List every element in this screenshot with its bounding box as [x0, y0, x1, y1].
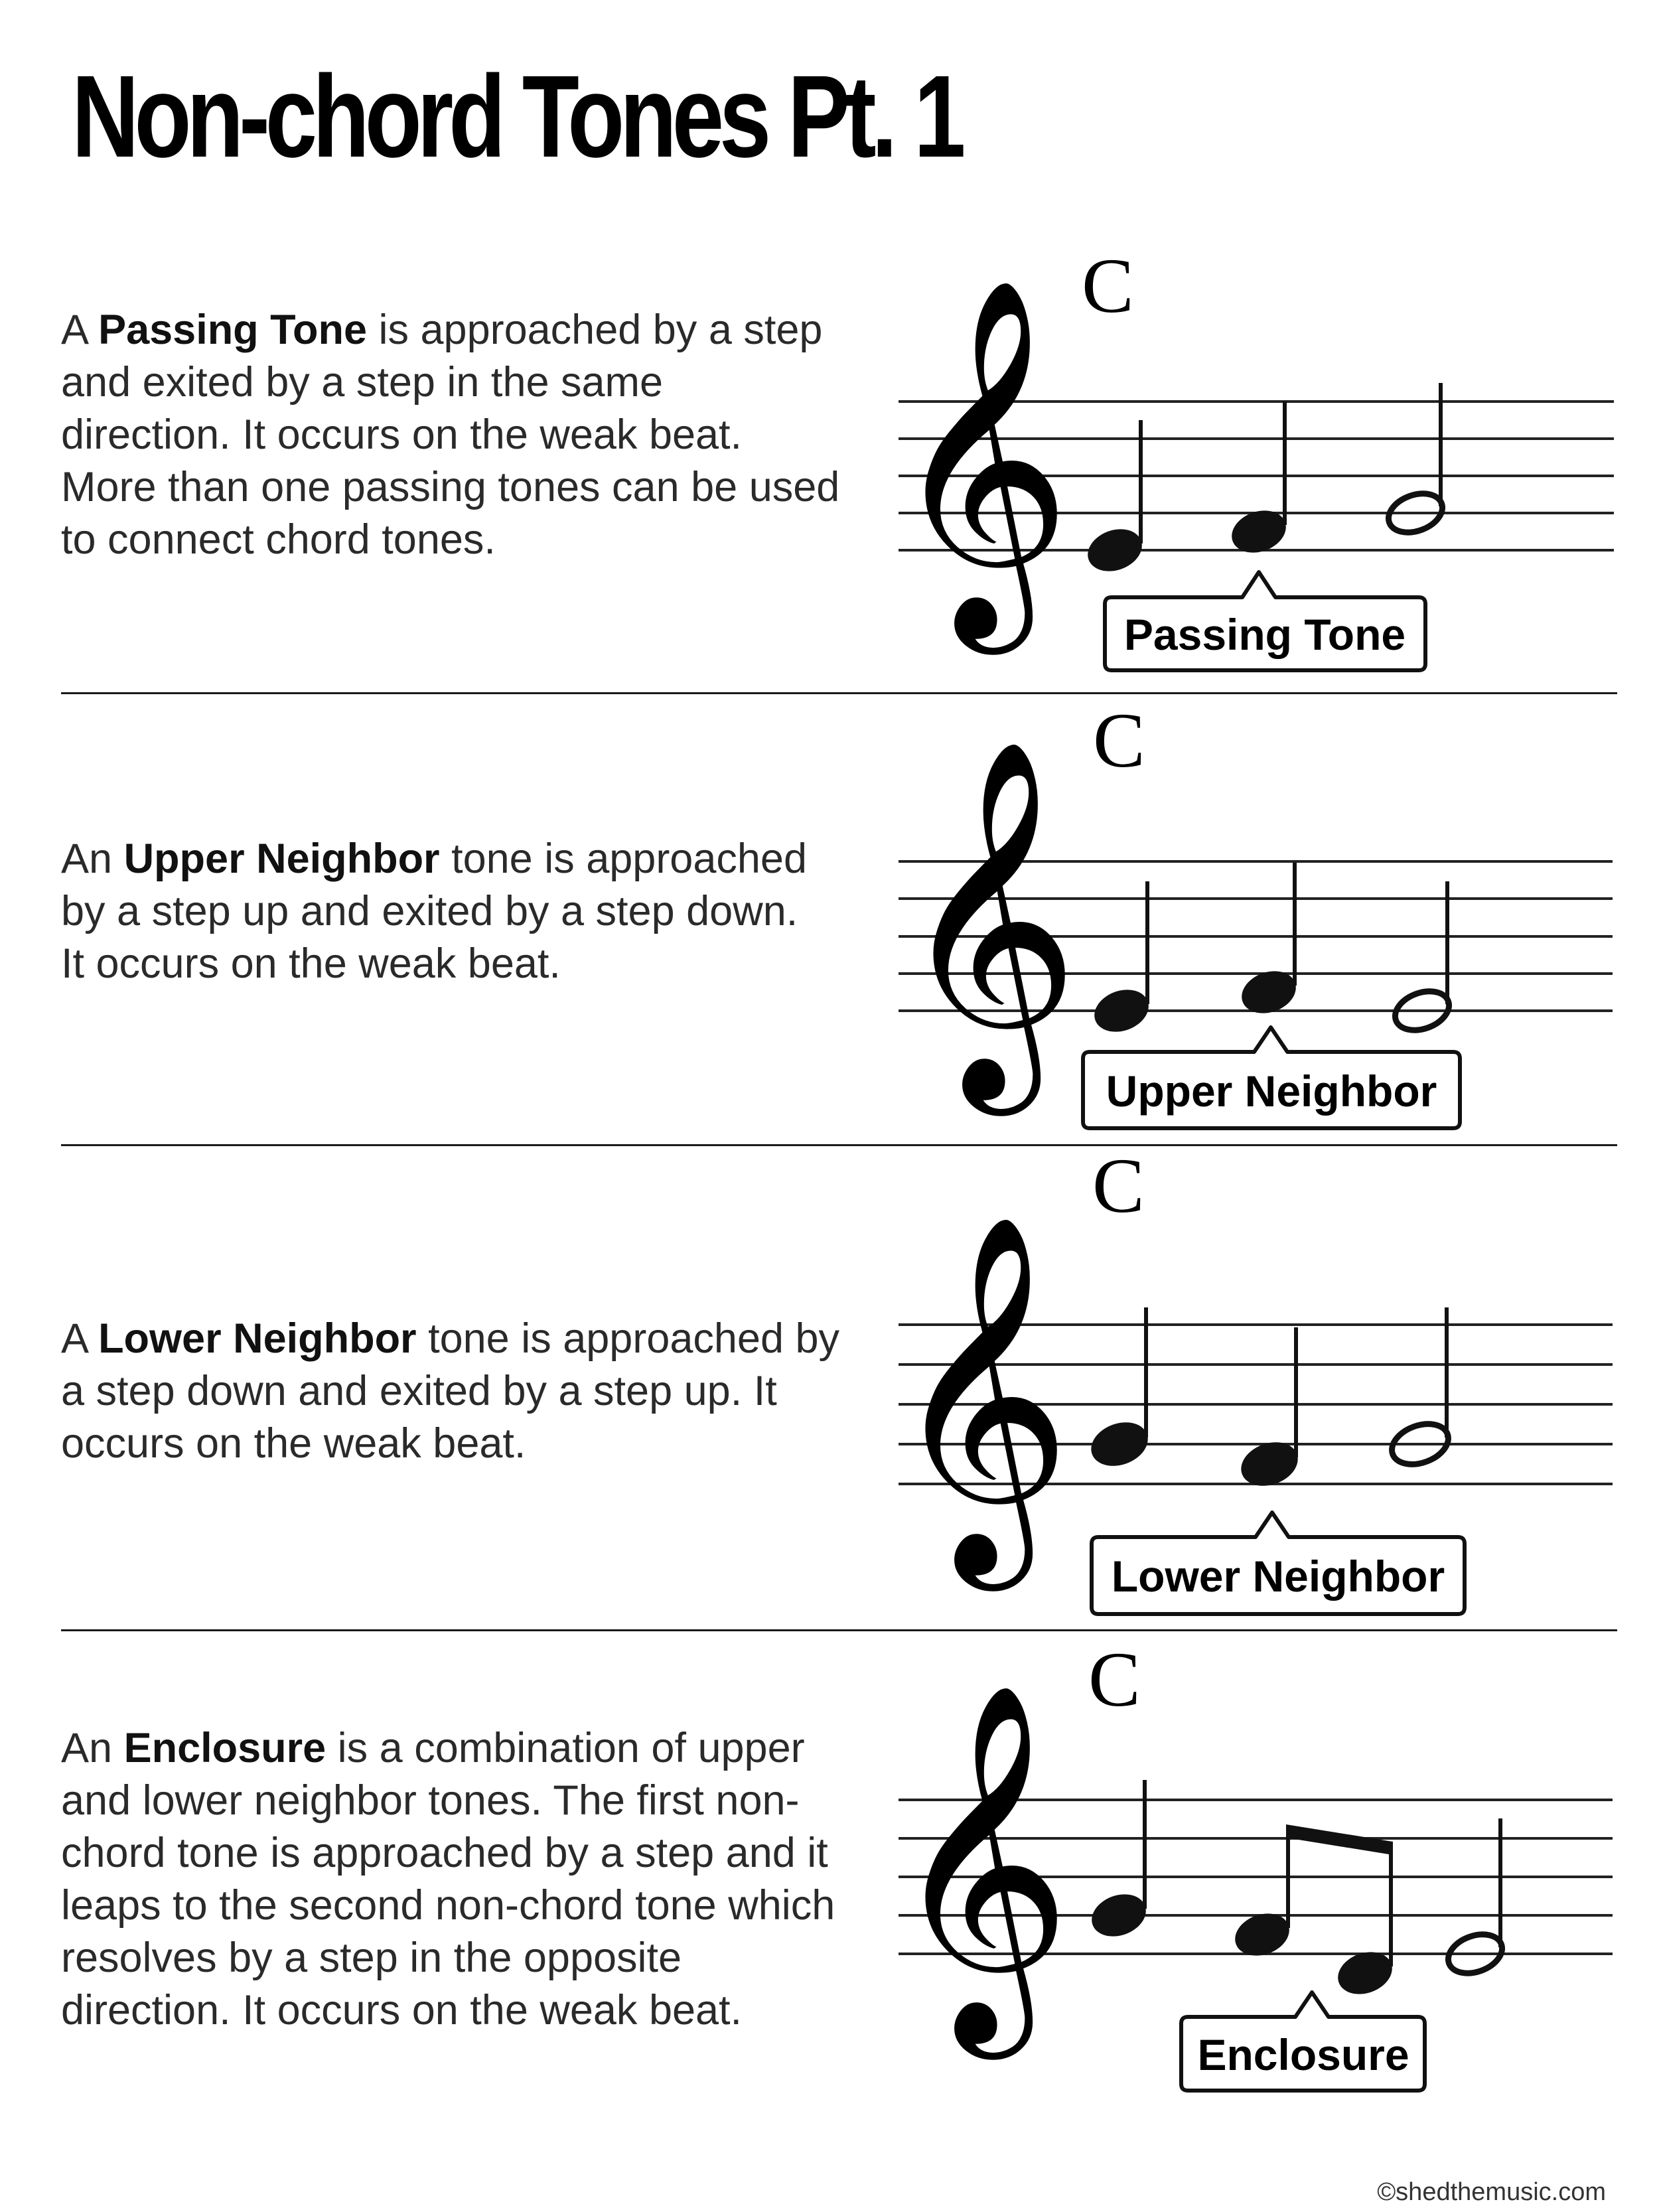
desc-line: direction. It occurs on the weak beat. [61, 411, 743, 458]
note-f4-quarter [1235, 1327, 1304, 1493]
desc-line: resolves by a step in the opposite [61, 1935, 682, 1981]
page-title: Non-chord Tones Pt. 1 [72, 52, 962, 182]
upper-neighbor-description [61, 833, 807, 990]
treble-clef-icon: 𝄞 [888, 275, 1072, 638]
term-enclosure: Enclosure [123, 1725, 326, 1771]
desc-line: A Passing Tone is approached by a step [61, 307, 823, 353]
desc-line: and lower neighbor tones. The first non- [61, 1777, 800, 1824]
chord-symbol: C [1088, 1636, 1141, 1723]
term-lower-neighbor: Lower Neighbor [98, 1315, 417, 1362]
lower-neighbor-callout [1092, 1512, 1465, 1614]
note-g4-quarter [1086, 1780, 1151, 1944]
desc-line: by a step up and exited by a step down. [61, 888, 798, 934]
enclosure-description [61, 1722, 835, 2037]
desc-line: to connect chord tones. [61, 516, 496, 563]
term-passing-tone: Passing Tone [98, 307, 367, 353]
upper-neighbor-staff [889, 694, 1619, 1145]
note-f4-eighth [1229, 1831, 1295, 1963]
treble-clef-icon: 𝄞 [888, 1211, 1072, 1574]
treble-clef-icon: 𝄞 [896, 736, 1080, 1099]
note-g4-half [1383, 383, 1447, 540]
note-f4-quarter [1236, 863, 1301, 1021]
chord-symbol: C [1092, 1142, 1145, 1229]
callout-label: Upper Neighbor [1106, 1067, 1437, 1116]
enclosure-staff [889, 1631, 1619, 2108]
desc-line: More than one passing tones can be used [61, 464, 840, 510]
note-f4-quarter [1226, 402, 1291, 560]
desc-line: leaps to the second non-chord tone which [61, 1882, 835, 1929]
note-e4-quarter [1088, 881, 1154, 1039]
desc-line: occurs on the weak beat. [61, 1420, 526, 1467]
copyright-notice: ©shedthemusic.com [1377, 2178, 1606, 2206]
passing-tone-staff [889, 0, 1619, 690]
desc-line: direction. It occurs on the weak beat. [61, 1987, 743, 2033]
desc-line: An Upper Neighbor tone is approached [61, 836, 807, 882]
lower-neighbor-description [61, 1313, 839, 1470]
passing-tone-callout [1105, 572, 1425, 670]
desc-line: An Enclosure is a combination of upper [61, 1725, 805, 1771]
note-g4-quarter [1085, 1307, 1154, 1473]
note-g4-half [1386, 1307, 1454, 1471]
term-upper-neighbor: Upper Neighbor [123, 836, 440, 882]
callout-label: Passing Tone [1123, 610, 1406, 659]
chord-symbol: C [1093, 697, 1145, 784]
upper-neighbor-callout [1083, 1027, 1460, 1128]
callout-label: Enclosure [1197, 2030, 1409, 2079]
note-e4-half [1390, 881, 1454, 1037]
callout-label: Lower Neighbor [1111, 1552, 1445, 1601]
enclosure-callout [1181, 1992, 1425, 2091]
eighth-beam [1286, 1824, 1393, 1855]
desc-line: chord tone is approached by a step and it [61, 1830, 828, 1876]
desc-line: It occurs on the weak beat. [61, 940, 561, 987]
note-d4-eighth [1332, 1850, 1398, 2002]
chord-symbol: C [1082, 242, 1134, 329]
note-e4-quarter [1082, 420, 1147, 579]
treble-clef-icon: 𝄞 [888, 1680, 1072, 2043]
desc-line: A Lower Neighbor tone is approached by [61, 1315, 840, 1362]
desc-line: and exited by a step in the same [61, 359, 664, 406]
lower-neighbor-staff [888, 1142, 1619, 1623]
desc-line: a step down and exited by a step up. It [61, 1368, 777, 1414]
passing-tone-description [61, 304, 839, 566]
note-e4-half [1443, 1818, 1507, 1980]
